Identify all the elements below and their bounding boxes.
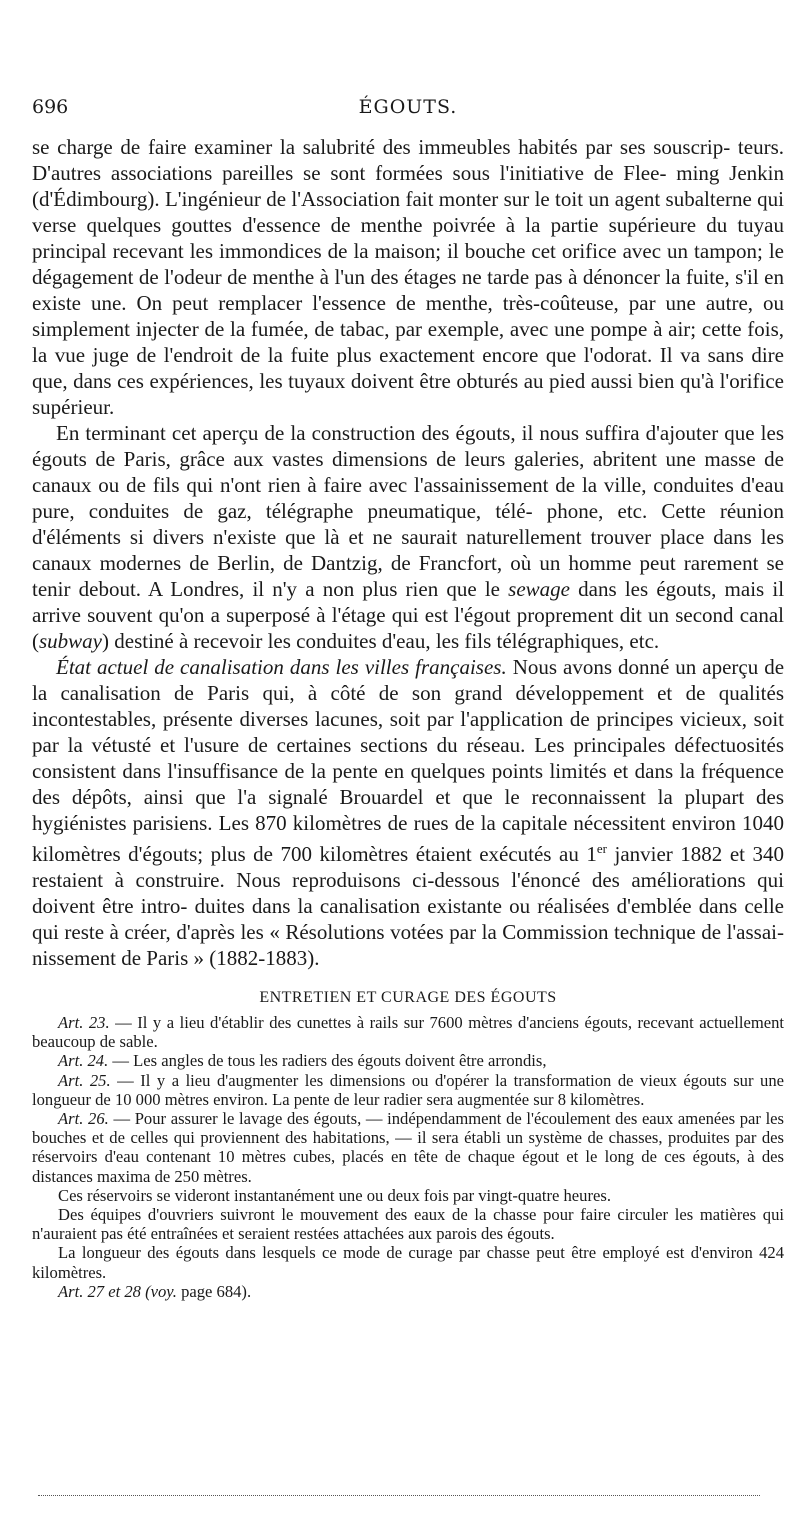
line: il bouche cet orifice avec un tampon; le dégagement de l'odeur de menthe à — [32, 239, 785, 289]
article-text: — Il y a lieu d'établir des cunettes à rails sur 7600 mètres d'anciens égouts, recevant actuellement beaucoup de sable. — [32, 1013, 784, 1052]
line: rues de la capitale nécessitent environ 1040 kilomètres d'égouts; plus de — [32, 811, 784, 866]
article-item — [32, 1051, 784, 1070]
article-item — [32, 1109, 784, 1186]
paragraph-3 — [32, 654, 784, 971]
article-item — [32, 1013, 784, 1051]
line: points limités et dans la fréquence des dépôts, ainsi que l'a signalé Brouardel et — [32, 759, 784, 809]
italic-term: subway — [39, 629, 102, 653]
article-text: Ces réservoirs se videront instantanément une ou deux fois par vingt-quatre heures. — [58, 1185, 611, 1205]
line: teurs. D'autres associations pareilles se sont formées sous l'initiative de Flee- — [32, 135, 784, 185]
article-label: Art. 23. — [58, 1013, 110, 1032]
articles-list — [32, 1013, 784, 1301]
line: En terminant cet aperçu de la construction des égouts, il nous suffira d'ajouter — [56, 421, 719, 445]
line: que les égouts de Paris, grâce aux vastes dimensions de leurs galeries, abritent — [32, 421, 785, 471]
line: destiné à recevoir les conduites d'eau, les fils télégraphiques, etc. — [114, 629, 660, 653]
running-header — [32, 96, 784, 126]
article-text: — Les angles de tous les radiers des égouts doivent être arrondis, — [112, 1051, 547, 1071]
line: injecter de la fumée, de tabac, par exemple, avec une pompe à air; cette fois, — [135, 317, 785, 341]
document-page — [32, 96, 784, 1301]
line: Nous reproduisons ci-dessous l'énoncé des améliorations qui doivent être intro- — [32, 868, 785, 918]
footer-dotted-rule — [38, 1495, 760, 1496]
line: la ville, conduites d'eau pure, conduites de gaz, télégraphe pneumatique, télé- — [32, 473, 785, 523]
article-label: Art. 25. — [58, 1070, 111, 1090]
article-item — [32, 1282, 784, 1301]
line: un agent subalterne qui verse quelques gouttes d'essence de menthe poivrée à — [32, 187, 785, 237]
paragraph-1 — [32, 134, 784, 420]
line: dans les égouts, mais il arrive souvent qu'on a — [32, 577, 785, 627]
line: principes vicieux, soit par la vétusté et l'usure de certaines sections du réseau. — [32, 707, 784, 757]
line: une masse de canaux ou de fils qui n'ont rien à faire avec l'assainissement de — [32, 447, 784, 497]
line: Nous avons donné — [512, 655, 670, 679]
line: de qualités incontestables, présente diverses lacunes, soit par l'application de — [32, 681, 785, 731]
main-text — [32, 134, 784, 971]
line: ) — [102, 629, 109, 653]
line: que le reconnaissent la plupart des hygiénistes parisiens. Les 870 kilomètres de — [32, 785, 784, 835]
article-text: La longueur des égouts dans lesquels ce mode de curage par chasse peut être employé est d'environ 424 kilomètres. — [32, 1243, 784, 1282]
article-item — [32, 1071, 784, 1109]
line: non plus rien que le — [322, 577, 500, 601]
line: de Francfort, où un homme peut rarement se tenir debout. A Londres, il n'y a — [32, 551, 784, 601]
article-text: page 684). — [181, 1281, 252, 1301]
article-item — [32, 1186, 784, 1205]
line: 700 kilomètres étaient exécutés au 1 — [280, 842, 597, 866]
line: superposé à l'étage qui est l'égout proprement dit un second canal ( — [32, 603, 784, 653]
page-number: 696 — [32, 96, 69, 118]
superscript: er — [596, 841, 607, 856]
line: naturellement trouver place dans les canaux modernes de Berlin, de Dantzig, — [32, 525, 785, 575]
line: l'un des étages ne tarde pas à dénoncer la fuite, s'il en existe une. On peut — [32, 265, 784, 315]
line: aussi bien qu'à l'orifice supérieur. — [32, 369, 784, 419]
paragraph-2 — [32, 420, 784, 654]
line: ming Jenkin (d'Édimbourg). L'ingénieur de l'Association fait monter sur le toit — [32, 161, 785, 211]
line: sans dire que, dans ces expériences, les tuyaux doivent être obturés au pied — [32, 343, 784, 393]
article-label: Art. 24. — [58, 1051, 109, 1071]
article-text: — Il y a lieu d'augmenter les dimensions ou d'opérer la transformation de vieux égouts sur une longueur de 10 000 mètres environ. La pente de leur radier sera augmentée sur 8 kilomètres. — [32, 1070, 784, 1109]
section-title: ENTRETIEN ET CURAGE DES ÉGOUTS — [259, 989, 557, 1006]
article-text: Des équipes d'ouvriers suivront le mouvement des eaux de la chasse pour faire circuler les matières qui n'auraient pas été entraînées et seraient restées attachées aux parois des égouts. — [32, 1205, 784, 1244]
article-label: Art. 26. — [58, 1109, 109, 1129]
paragraph-heading: État actuel de canalisation dans les villes françaises. — [56, 655, 507, 679]
article-text: — Pour assurer le lavage des égouts, — indépendamment de l'écoulement des eaux amenées par les bouches et de celles qui proviennent des habitations, — il sera établi un système de chasses, produites par des réservoirs d'eau contenant 10 mètres cubes, placés en tête de chaque égout et le long de ces égouts, à des distances maxima de 250 mètres. — [32, 1109, 784, 1186]
line: un aperçu de la canalisation de Paris qui, à côté de son grand développement et — [32, 655, 785, 705]
line: duites dans la canalisation existante ou réalisées d'emblée dans celle qui reste à — [32, 894, 784, 944]
line: se charge de faire examiner la salubrité des immeubles habités par ses souscrip- — [32, 135, 731, 159]
italic-term: sewage — [508, 577, 570, 601]
line: la vue juge de l'endroit de la fuite plus exactement encore que l'odorat. Il va — [32, 343, 701, 367]
article-item — [32, 1243, 784, 1281]
line: phone, etc. Cette réunion d'éléments si divers n'existe que là et ne saurait — [32, 499, 784, 549]
line: nissement de Paris » (1882-1883). — [32, 946, 320, 970]
article-label-italic: voy. — [150, 1281, 177, 1301]
line: la partie supérieure du tuyau principal recevant les immondices de la maison; — [32, 213, 785, 263]
line: remplacer l'essence de menthe, très-coûteuse, par une autre, ou simplement — [32, 291, 785, 341]
article-item — [32, 1205, 784, 1243]
running-title: ÉGOUTS. — [358, 96, 458, 118]
line: créer, d'après les « Résolutions votées par la Commission technique de l'assai- — [124, 920, 784, 944]
article-label: Art. 27 et 28 ( — [58, 1281, 151, 1301]
line: janvier 1882 et 340 restaient à construire. — [32, 842, 785, 892]
line: Les principales défectuosités consistent dans l'insuffisance de la pente en quelques — [32, 733, 785, 783]
